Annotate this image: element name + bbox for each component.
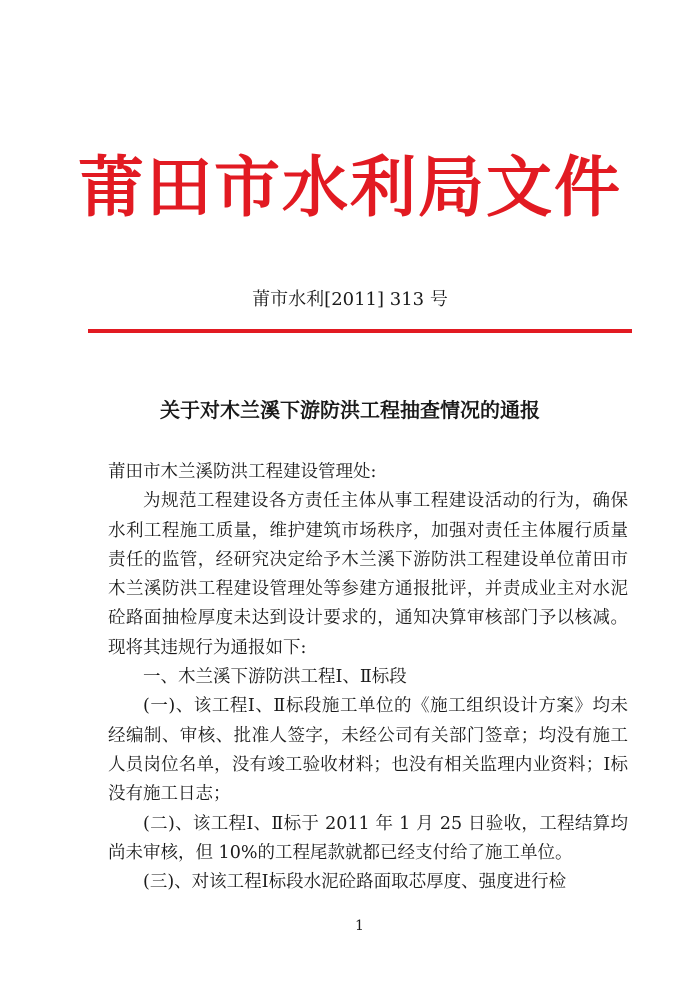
body-paragraph: (二)、该工程Ⅰ、Ⅱ标于 2011 年 1 月 25 日验收，工程结算均尚未审核，但 10%的工程尾款就都已经支付给了施工单位。	[108, 813, 628, 863]
document-body	[108, 458, 628, 897]
document-number: 莆市水利[2011] 313 号	[252, 289, 448, 310]
section-heading: 一、木兰溪下游防洪工程Ⅰ、Ⅱ标段	[143, 667, 407, 688]
addressee: 莆田市木兰溪防洪工程建设管理处:	[108, 462, 377, 482]
body-paragraph: 为规范工程建设各方责任主体从事工程建设活动的行为，确保水利工程施工质量，维护建筑市场秩序，加强对责任主体履行质量责任的监管，经研究决定给予木兰溪下游防洪工程建设单位莆田市木兰溪防洪工程建设管理处等参建方通报批评，并责成业主对水泥砼路面抽检厚度未达到设计要求的，通知决算审核部门予以核减。现将其违规行为通报如下:	[108, 491, 628, 658]
document-title: 关于对木兰溪下游防洪工程抽查情况的通报	[160, 398, 540, 422]
page-number: 1	[355, 918, 364, 934]
masthead-title: 莆田市水利局文件	[78, 149, 622, 226]
body-paragraph: (一)、该工程Ⅰ、Ⅱ标段施工单位的《施工组织设计方案》均未经编制、审核、批准人签字，未经公司有关部门签章；均没有施工人员岗位名单，没有竣工验收材料；也没有相关监理内业资料；Ⅰ标没有施工日志；	[108, 696, 628, 805]
red-separator-line	[88, 329, 632, 333]
body-paragraph: (三)、对该工程Ⅰ标段水泥砼路面取芯厚度、强度进行检	[143, 872, 567, 893]
